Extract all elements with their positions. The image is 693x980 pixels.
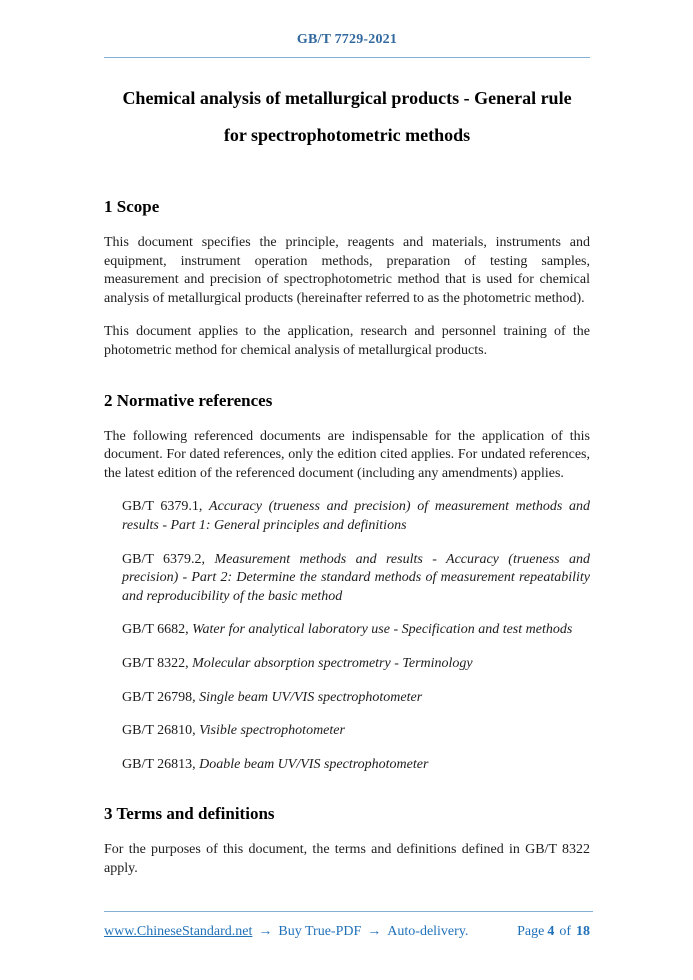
normative-heading: 2 Normative references [104,390,273,410]
arrow-icon: → [258,924,273,939]
section-scope [104,195,590,361]
reference-item [122,756,590,775]
page-indicator [517,924,593,940]
current-page-number: 4 [547,924,555,939]
reference-item [122,722,590,741]
buy-true-pdf-label: Buy True-PDF [278,924,362,939]
terms-paragraph-1: For the purposes of this document, the terms and definitions defined in GB/T 8322 apply. [104,842,590,876]
auto-delivery-label: Auto-delivery. [387,924,469,939]
doc-number: GB/T 7729-2021 [296,32,398,47]
footer-links [104,924,468,940]
total-page-number: 18 [576,924,590,939]
of-label: of [559,924,571,939]
reference-item [122,655,590,674]
reference-code: GB/T 26813, [122,756,196,772]
reference-code: GB/T 26798, [122,689,196,705]
document-title [104,80,590,154]
page-footer [104,911,593,940]
reference-item [122,621,590,640]
reference-code: GB/T 6379.2, [122,551,206,567]
reference-item [122,551,590,607]
reference-title: Visible spectrophotometer [199,723,345,739]
reference-title: Water for analytical laboratory use - Specification and test methods [192,622,573,638]
reference-code: GB/T 6379.1, [122,499,203,515]
scope-paragraph-1: This document specifies the principle, reagents and materials, instruments and equipment, instrument operation methods, preparation of testing samples, measurement and precision of spectrophotometric method that is used for chemical analysis of metallurgical products (hereinafter referred to as the photometric method). [104,235,590,306]
document-title-line2: for spectrophotometric methods [223,125,471,145]
section-normative-references [104,389,590,775]
scope-paragraph-2: This document applies to the application, research and personnel training of the photometric method for chemical analysis of metallurgical products. [104,324,590,358]
chinesestandard-link[interactable]: www.ChineseStandard.net [104,924,253,939]
reference-code: GB/T 6682, [122,622,189,638]
reference-item [122,498,590,535]
scope-heading: 1 Scope [104,197,160,216]
terms-heading: 3 Terms and definitions [104,804,275,824]
reference-item [122,689,590,708]
reference-title: Accuracy (trueness and precision) of measurement methods and results - Part 1: General principles and definitions [122,499,591,533]
reference-title: Molecular absorption spectrometry - Terminology [192,655,473,671]
reference-title: Measurement methods and results - Accuracy (trueness and precision) - Part 2: Determine the standard methods of measurement repeatability and reproducibility of the basic method [122,551,591,604]
section-terms-definitions [104,802,590,878]
reference-code: GB/T 26810, [122,723,196,739]
normative-intro-paragraph: The following referenced documents are indispensable for the application of this document. For dated references, only the edition cited applies. For undated references, the latest edition of the referenced document (including any amendments) applies. [104,428,590,481]
reference-code: GB/T 8322, [122,655,189,671]
reference-title: Doable beam UV/VIS spectrophotometer [199,756,429,772]
document-title-line1: Chemical analysis of metallurgical products - General rule [122,88,572,108]
page-label: Page [517,924,545,939]
page-header [104,0,590,58]
reference-title: Single beam UV/VIS spectrophotometer [199,689,423,705]
arrow-icon: → [367,924,382,939]
